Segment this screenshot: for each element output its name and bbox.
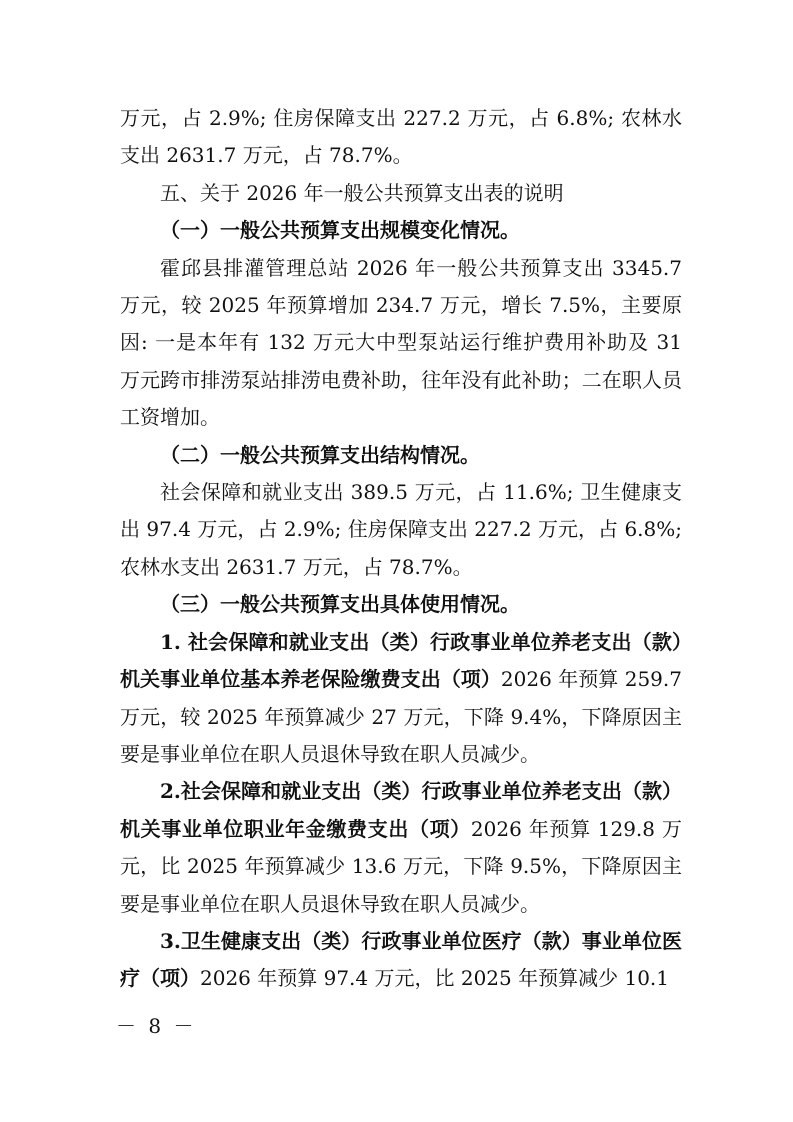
item-paragraph (120, 923, 682, 998)
paragraph: 霍邱县排灌管理总站 2026 年一般公共预算支出 3345.7 万元，较 2025 年预算增加 234.7 万元，增长 7.5%，主要原因: 一是本年有 132 万元大中型泵站运行维护费用补助及 31 万元跨市排涝泵站排涝电费补助，往年没有此补助；二在职人员工资增加。 (120, 255, 682, 430)
subsection-heading: （二）一般公共预算支出结构情况。 (160, 442, 480, 467)
item-lead: 2.社会保障和就业支出（类）行政事业单位养老支出（款）机关事业单位职业年金缴费支出（项） (120, 779, 682, 841)
item-text: 2026 年预算 259.7 万元，较 2025 年预算减少 27 万元，下降 9.4%，下降原因主要是事业单位在职人员退休导致在职人员减少。 (120, 667, 682, 766)
item-paragraph (120, 773, 682, 923)
paragraph: 社会保障和就业支出 389.5 万元，占 11.6%; 卫生健康支出 97.4 万元，占 2.9%; 住房保障支出 227.2 万元，占 6.8%; 农林水支出 2631.7 万元，占 78.7%。 (120, 480, 682, 579)
subsection-heading: （一）一般公共预算支出规模变化情况。 (160, 218, 520, 243)
paragraph-continued: 万元，占 2.9%; 住房保障支出 227.2 万元，占 6.8%; 农林水支出 2631.7 万元，占 78.7%。 (120, 106, 682, 168)
page-number: － 8 － (116, 1014, 197, 1038)
subsection-heading: （三）一般公共预算支出具体使用情况。 (160, 592, 520, 617)
item-paragraph (120, 624, 682, 774)
document-body (120, 100, 682, 998)
item-text: 2026 年预算 129.8 万元，比 2025 年预算减少 13.6 万元，下降 9.5%，下降原因主要是事业单位在职人员退休导致在职人员减少。 (120, 816, 683, 916)
item-lead: 1. 社会保障和就业支出（类）行政事业单位养老支出（款）机关事业单位基本养老保险缴费支出（项） (120, 629, 682, 692)
item-lead: 3.卫生健康支出（类）行政事业单位医疗（款）事业单位医疗（项） (120, 928, 682, 991)
section-heading: 五、关于 2026 年一般公共预算支出表的说明 (160, 180, 564, 205)
item-text: 2026 年预算 97.4 万元，比 2025 年预算减少 10.1 (200, 966, 670, 991)
